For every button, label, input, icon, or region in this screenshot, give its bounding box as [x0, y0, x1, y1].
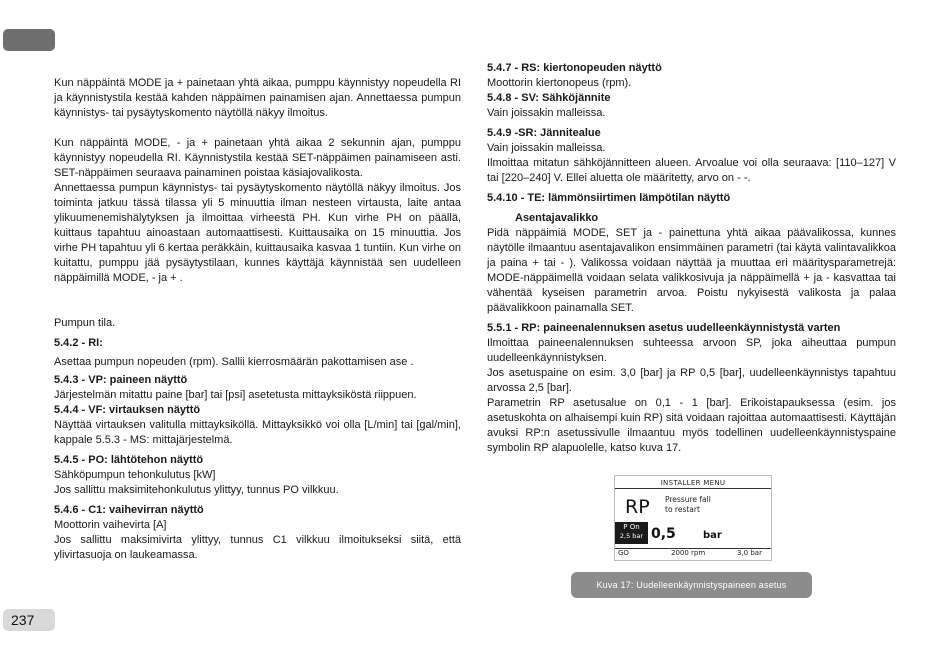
menu-title: INSTALLER MENU: [660, 479, 726, 487]
section-heading: 5.4.4 - VF: virtauksen näyttö: [54, 404, 201, 416]
status-left: GO: [618, 549, 629, 557]
section-heading: 5.4.3 - VP: paineen näyttö: [54, 374, 188, 386]
section-heading: 5.4.6 - C1: vaihevirran näyttö: [54, 504, 204, 516]
paragraph: Annettaessa pumpun käynnistys- tai pysäytyskomento näytöllä näkyy ilmoitus. Jos toiminta jatkuu tässä tilassa yli 5 minuuttia ilman nesteen virtausta, laite antaa ylikuumenemishälytyksen ja ilmoittaa virheestä PH. Kun virhe PH on päällä, kuittaus tapahtuu ainoastaan automaattisesti. Kuittausaika on 15 minuuttia. Jos virhe PH tapahtuu yli 6 kertaa peräkkäin, kuittausaika kasvaa 1 tuntiin. Kun virhe on kuitattu, pumppu jää pysäytystilaan, kunnes käyttäjä käynnistää sen uudelleen näppäimillä MODE, - ja + .: [54, 182, 461, 284]
section-heading: 5.4.5 - PO: lähtötehon näyttö: [54, 454, 204, 466]
paragraph: Jos sallittu maksimivirta ylittyy, tunnus C1 vilkkuu ilmoitukseksi siitä, että ylivirtasuoja on laukeamassa.: [54, 534, 461, 561]
paragraph: Jos asetuspaine on esim. 3,0 [bar] ja RP 0,5 [bar], uudelleenkäynnistys tapahtuu arvossa 2,5 [bar].: [487, 367, 896, 394]
parameter-value: 0,5: [651, 526, 676, 542]
section-heading: 5.4.7 - RS: kiertonopeuden näyttö: [487, 62, 662, 74]
status-speed: 2000 rpm: [671, 549, 706, 557]
pon-value: 2,5 bar: [619, 532, 644, 540]
paragraph: Jos sallittu maksimitehonkulutus ylittyy, tunnus PO vilkkuu.: [54, 484, 339, 496]
parameter-unit: bar: [703, 530, 722, 541]
section-heading: 5.5.1 - RP: paineenalennuksen asetus uudelleenkäynnistystä varten: [487, 322, 841, 334]
left-column: [54, 76, 461, 563]
paragraph: Ilmoittaa paineenalennuksen suhteessa arvoon SP, joka aiheuttaa pumpun uudelleenkäynnistyksen.: [487, 337, 896, 364]
section-heading: 5.4.8 - SV: Sähköjännite: [487, 92, 611, 104]
paragraph: Järjestelmän mitattu paine [bar] tai [psi] asetetusta mittayksiköstä riippuen.: [54, 389, 417, 401]
paragraph: Pumpun tila.: [54, 317, 116, 329]
paragraph: Kun näppäintä MODE ja + painetaan yhtä aikaa, pumppu käynnistyy nopeudella RI ja käynnistystila kestää kahden näppäimen painamisen ajan. Annettaessa pumpun käynnistys- tai pysäytyskomento näytöllä näkyy ilmoitus.: [54, 77, 461, 119]
paragraph: Pidä näppäimiä MODE, SET ja - painettuna yhtä aikaa päävalikossa, kunnes näytölle ilmaantuu asentajavalikon ensimmäinen parametri (tai käytä valintavalikkoa ja paina + tai - ). Valikossa voidaan näyttää ja muuttaa eri määritysparametrejä: MODE-näppäimellä voidaan selata valikkosivuja ja näppäimellä + ja - kasvattaa tai vähentää kyseisen parametrin arvoa. Poistu nykyisestä valikosta ja palaa päävalikkoon painamalla SET.: [487, 227, 896, 314]
figure-caption: Kuva 17: Uudelleenkäynnistyspaineen asetus: [571, 572, 812, 598]
parameter-code: RP: [625, 496, 650, 518]
section-heading: 5.4.2 - RI:: [54, 337, 103, 349]
paragraph: Ilmoittaa mitatun sähköjännitteen alueen. Arvoalue voi olla seuraava: [110–127] V tai [220–240] V. Ellei aluetta ole määritetty, arvo on - -.: [487, 157, 896, 184]
section-heading: 5.4.9 -SR: Jännitealue: [487, 127, 601, 139]
pon-label: P On: [623, 523, 640, 531]
description-line: to restart: [665, 505, 700, 514]
right-column: [487, 61, 896, 456]
paragraph: Asettaa pumpun nopeuden (rpm). Sallii kierrosmäärän pakottamisen ase .: [54, 356, 414, 368]
description-line: Pressure fall: [665, 495, 711, 504]
status-pressure: 3,0 bar: [737, 549, 762, 557]
divider: [615, 488, 771, 489]
parameter-description: [665, 495, 711, 515]
paragraph: Kun näppäintä MODE, - ja + painetaan yhtä aikaa 2 sekunnin ajan, pumppu käynnistyy nopeudella RI. Käynnistystila kestää SET-näppäimen painamiseen asti. SET-näppäimen seuraava painaminen poistaa käsiajovalikosta.: [54, 137, 461, 179]
paragraph: Moottorin kiertonopeus (rpm).: [487, 77, 632, 89]
display-figure: [614, 475, 772, 561]
paragraph: Moottorin vaihevirta [A]: [54, 519, 167, 531]
page-number: 237: [3, 609, 55, 631]
restart-pressure-box: [615, 522, 648, 544]
paragraph: Vain joissakin malleissa.: [487, 142, 606, 154]
paragraph: Näyttää virtauksen valitulla mittayksiköllä. Mittayksikkö voi olla [L/min] tai [gal/min], kappale 5.5.3 - MS: mittajärjestelmä.: [54, 419, 461, 446]
subsection-heading: Asentajavalikko: [515, 212, 599, 224]
paragraph: Sähköpumpun tehonkulutus [kW]: [54, 469, 216, 481]
paragraph: Vain joissakin malleissa.: [487, 107, 606, 119]
section-tab: [3, 29, 55, 51]
paragraph: Parametrin RP asetusalue on 0,1 - 1 [bar]. Erikoistapauksessa (esim. jos asetuskohta on alhaisempi kuin RP) sitä voidaan rajoittaa automaattisesti. Käyttäjän avuksi RP:n asetussivulle ilmaantuu myös todellinen uudelleenkäynnistyspaine symbolin RP alapuolelle, katso kuva 17.: [487, 397, 896, 454]
section-heading: 5.4.10 - TE: lämmönsiirtimen lämpötilan näyttö: [487, 192, 731, 204]
